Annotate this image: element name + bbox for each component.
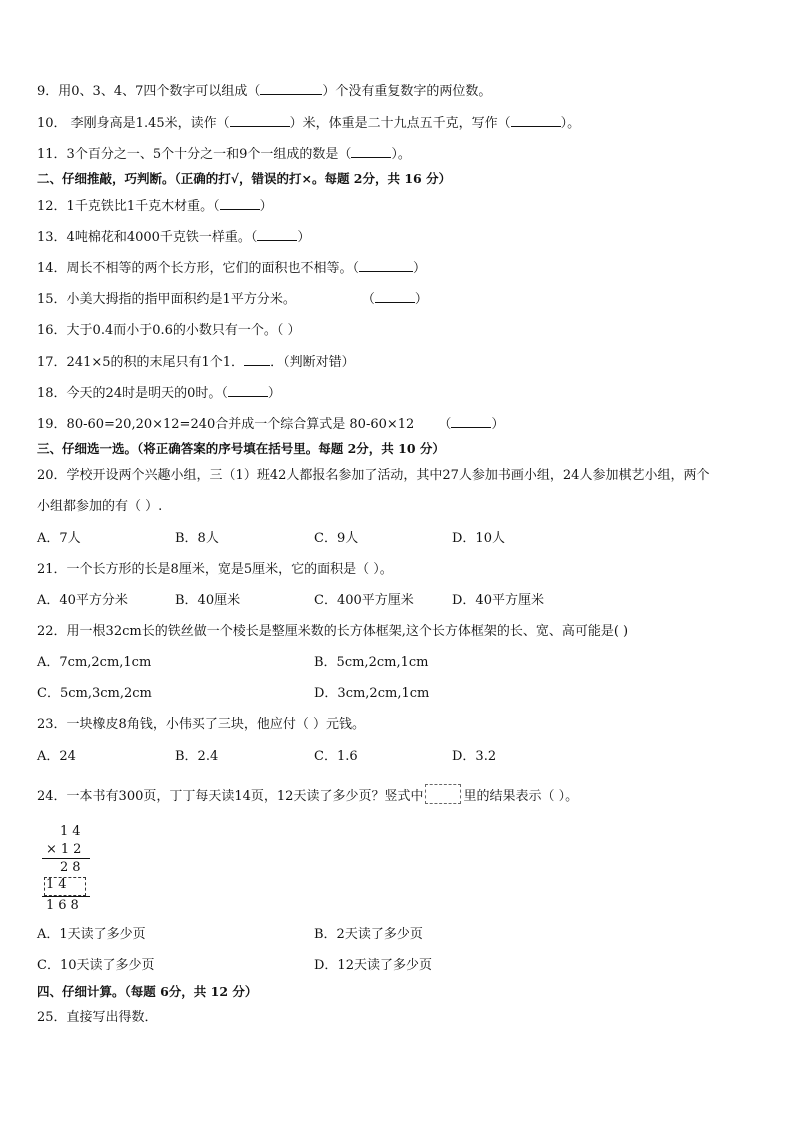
q24-option-a: A．1天读了多少页 [37,927,146,942]
vertical-rule [42,858,90,859]
vertical-row-multiplier: ×12 [46,842,86,857]
vertical-row-partial-1: 28 [60,860,85,875]
question-21: 21．一个长方形的长是8厘米，宽是5厘米，它的面积是（ ）。 [37,562,393,577]
q23-option-c: C．1.6 [314,749,358,764]
question-9: 9．用0、3、4、7四个数字可以组成（ ）个没有重复数字的两位数。 [37,84,492,99]
answer-blank [511,114,561,127]
q21-option-a: A．40平方分米 [37,593,128,608]
q21-option-b: B．40厘米 [175,593,241,608]
q20-option-b: B．8人 [175,531,219,546]
section-3-heading: 三、仔细选一选。（将正确答案的序号填在括号里。每题 2分，共 10 分） [37,441,445,456]
answer-blank [351,145,391,158]
vertical-rule [42,896,90,897]
vertical-row-multiplicand: 14 [60,824,85,839]
question-13: 13．4吨棉花和4000千克铁一样重。（ ） [37,230,311,245]
q20-option-a: A．7人 [37,531,81,546]
q24-option-b: B．2天读了多少页 [314,927,423,942]
answer-blank [220,197,260,210]
question-20-line2: 小组都参加的有（ ）. [37,499,163,514]
question-12: 12．1千克铁比1千克木材重。（ ） [37,199,273,214]
q23-option-a: A．24 [37,749,76,764]
q23-option-b: B．2.4 [175,749,219,764]
answer-blank [257,228,297,241]
question-16: 16．大于0.4而小于0.6的小数只有一个。（ ） [37,323,301,338]
q22-option-a: A．7cm,2cm,1cm [37,655,152,670]
answer-blank [228,384,268,397]
section-2-heading: 二、仔细推敲，巧判断。（正确的打√，错误的打×。每题 2分，共 16 分） [37,171,452,186]
answer-blank [230,114,290,127]
question-22: 22．用一根32cm长的铁丝做一个棱长是整厘米数的长方体框架,这个长方体框架的长、宽、高可能是( ) [37,624,629,639]
answer-blank [451,415,491,428]
q21-option-c: C．400平方厘米 [314,593,414,608]
answer-blank [359,259,413,272]
q20-option-c: C．9人 [314,531,359,546]
q21-option-d: D．40平方厘米 [452,593,544,608]
question-23: 23．一块橡皮8角钱，小伟买了三块，他应付（ ）元钱。 [37,717,365,732]
answer-blank [375,290,415,303]
dashed-box-icon [425,784,461,804]
question-19: 19．80-60=20,20×12=240合并成一个综合算式是 80-60×12 （ ） [37,417,505,432]
question-10: 10． 李刚身高是1.45米，读作（ ）米，体重是二十九点五千克，写作（ ）。 [37,116,581,131]
q22-option-d: D．3cm,2cm,1cm [314,686,430,701]
question-20-line1: 20．学校开设两个兴趣小组，三（1）班42人都报名参加了活动，其中27人参加书画小组，24人参加棋艺小组，两个 [37,468,710,483]
question-11: 11．3个百分之一、5个十分之一和9个一组成的数是（ ）。 [37,147,411,162]
question-17: 17．241×5的积的末尾只有1个1． ．（判断对错） [37,355,355,370]
q24-option-d: D．12天读了多少页 [314,958,432,973]
q22-option-c: C．5cm,3cm,2cm [37,686,152,701]
question-18: 18．今天的24时是明天的0时。（ ） [37,386,281,401]
answer-blank [244,353,270,366]
question-14: 14．周长不相等的两个长方形，它们的面积也不相等。（ ） [37,261,427,276]
q22-option-b: B．5cm,2cm,1cm [314,655,429,670]
q23-option-d: D．3.2 [452,749,497,764]
section-4-heading: 四、仔细计算。（每题 6分，共 12 分） [37,984,258,999]
q20-option-d: D．10人 [452,531,505,546]
vertical-row-partial-2: 14 [46,877,71,892]
answer-blank [260,82,322,95]
question-25: 25．直接写出得数． [37,1010,158,1025]
question-15: 15．小美大拇指的指甲面积约是1平方分米。 （ ） [37,292,428,307]
vertical-row-product: 168 [46,898,83,913]
question-24: 24．一本书有300页，丁丁每天读14页，12天读了多少页？竖式中 里的结果表示（ ）。 [37,784,578,806]
q24-option-c: C．10天读了多少页 [37,958,155,973]
